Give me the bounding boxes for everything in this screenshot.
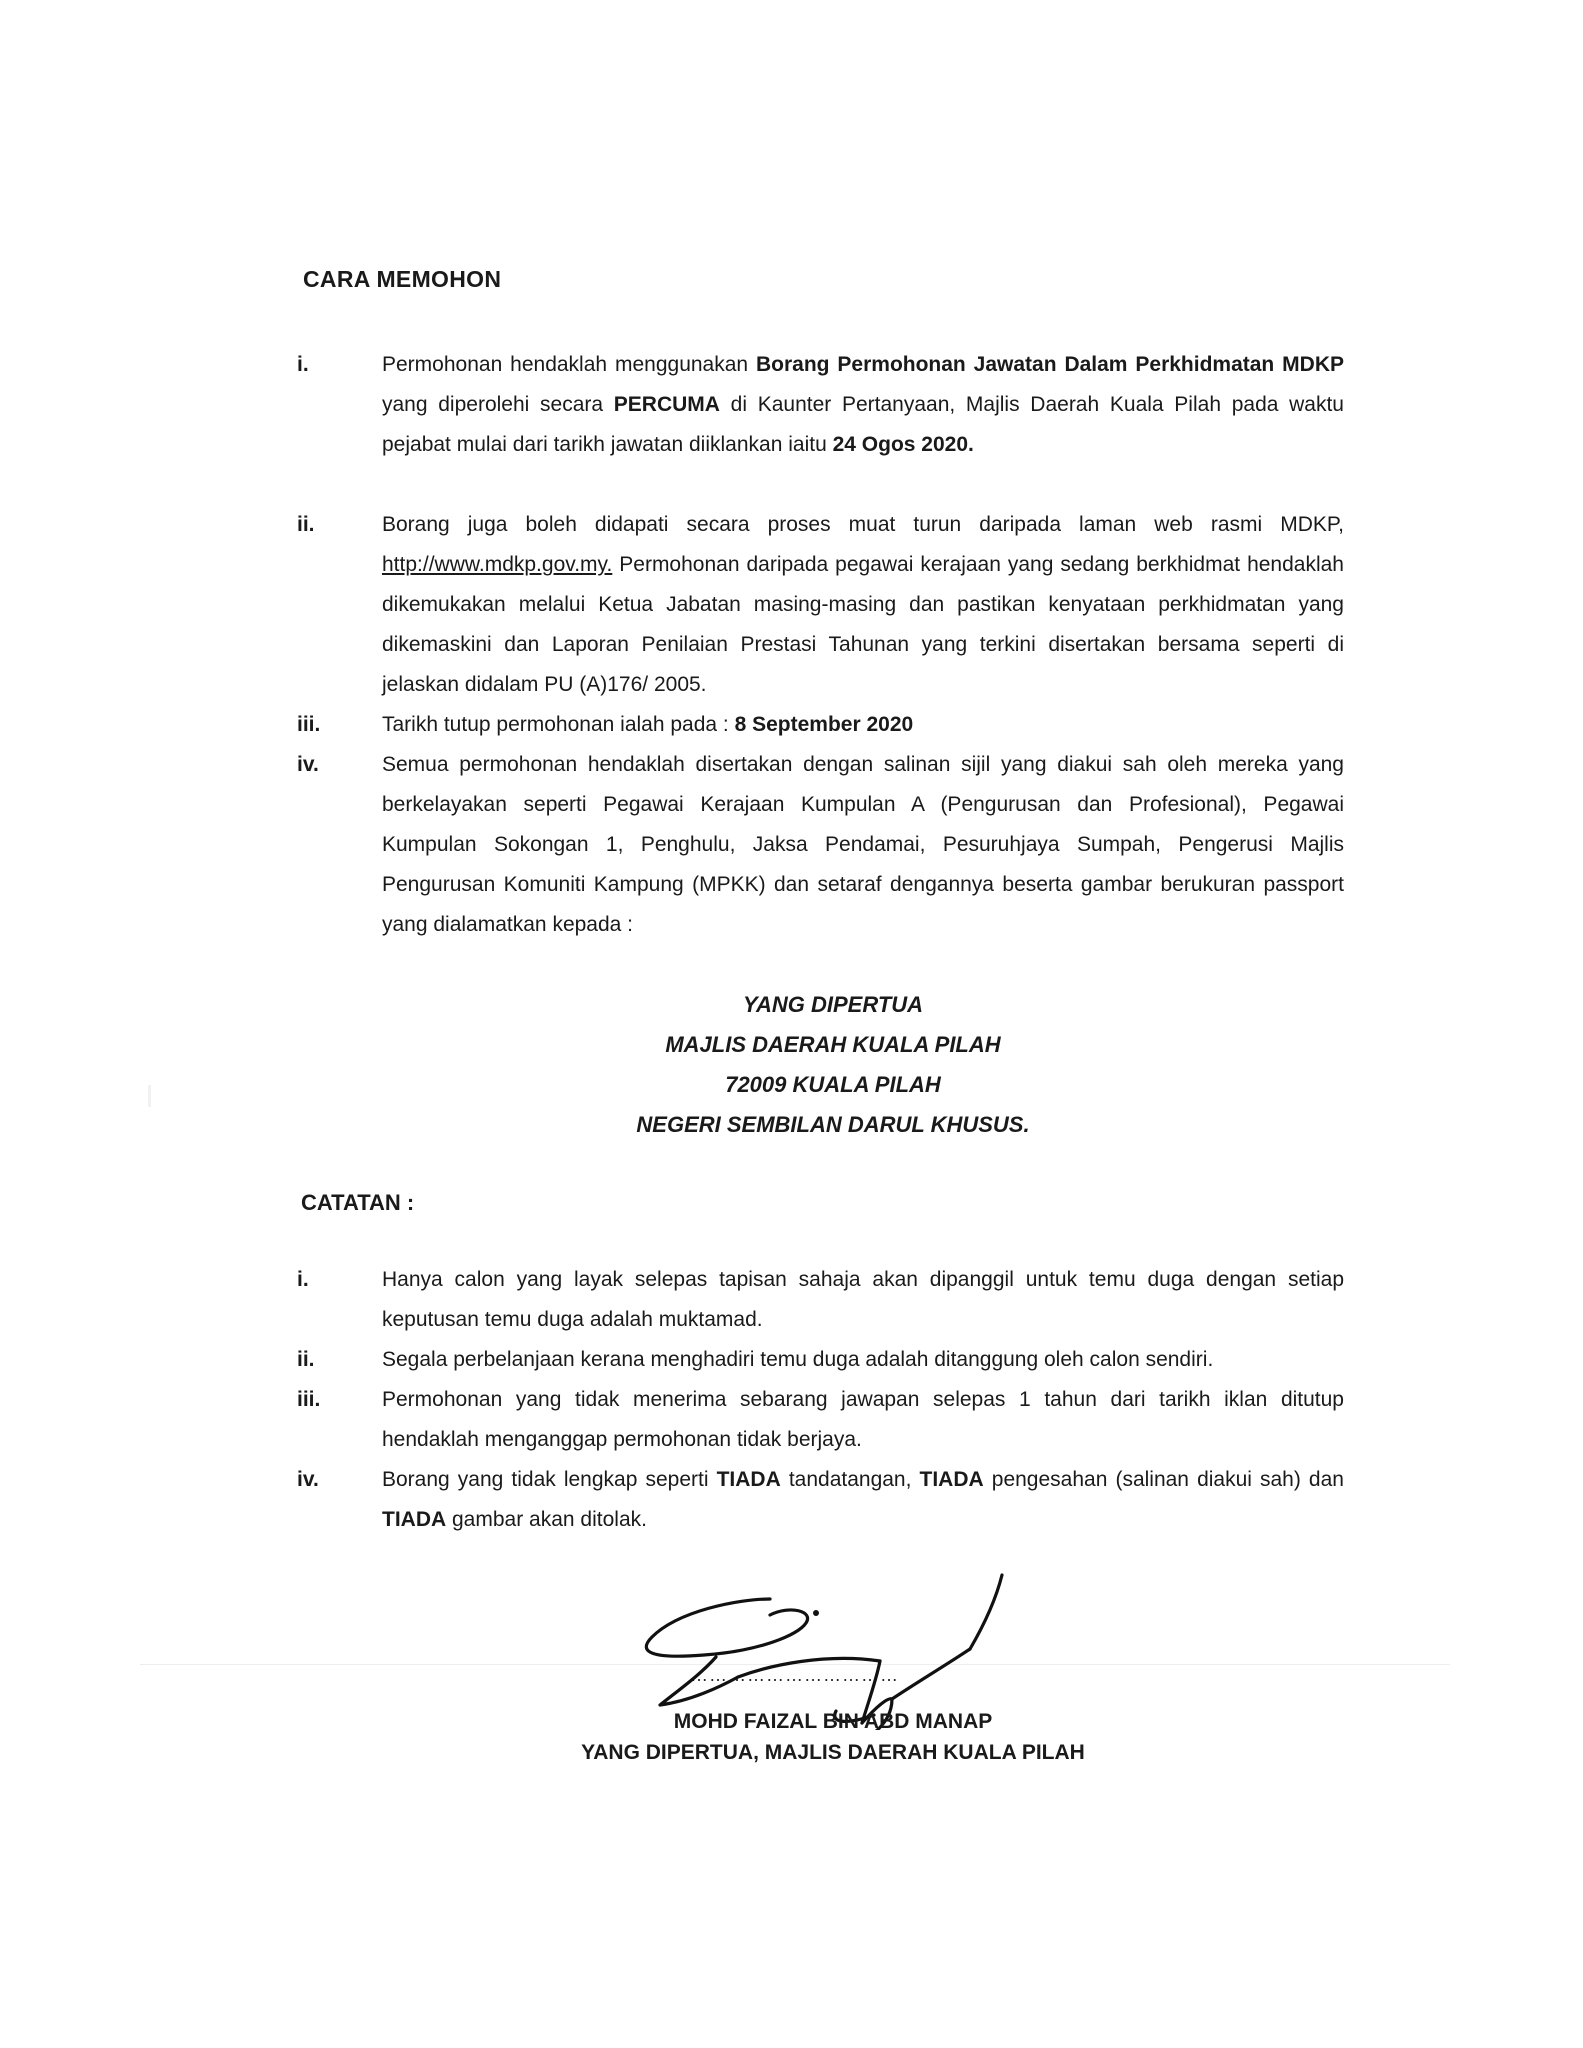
signatory-title: YANG DIPERTUA, MAJLIS DAERAH KUALA PILAH — [581, 1741, 1085, 1764]
address-line: NEGERI SEMBILAN DARUL KHUSUS. — [636, 1112, 1030, 1137]
text-run: yang diperolehi secara — [382, 393, 614, 416]
item-number: ii. — [297, 513, 315, 536]
item-number: iii. — [297, 713, 321, 736]
text-run: Permohonan hendaklah menggunakan — [382, 353, 756, 376]
address-line: 72009 KUALA PILAH — [725, 1072, 941, 1097]
item-text — [382, 745, 1344, 945]
text-run: Hanya calon yang layak selepas tapisan sahaja akan dipanggil untuk temu duga dengan setiap keputusan temu duga adalah muktamad. — [382, 1268, 1344, 1331]
text-run: gambar akan ditolak. — [446, 1508, 647, 1531]
text-run: Tarikh tutup permohonan ialah pada : — [382, 713, 735, 736]
item-text — [382, 1260, 1344, 1340]
text-run: Segala perbelanjaan kerana menghadiri temu duga adalah ditanggung oleh calon sendiri. — [382, 1348, 1214, 1371]
item-number: i. — [297, 1268, 309, 1291]
item-text — [382, 345, 1344, 465]
text-run: tandatangan, — [780, 1468, 920, 1491]
item-number: i. — [297, 353, 309, 376]
text-run: Semua permohonan hendaklah disertakan dengan salinan sijil yang diakui sah oleh mereka yang berkelayakan seperti Pegawai Kerajaan Kumpulan A (Pengurusan dan Profesional), Pegawai Kumpulan Sokongan 1, Penghulu, Jaksa Pendamai, Pesuruhjaya Sumpah, Pengerusi Majlis Pengurusan Komuniti Kampung (MPKK) dan setaraf dengannya beserta gambar berukuran passport yang dialamatkan kepada : — [382, 753, 1344, 936]
bold-text: TIADA — [382, 1508, 447, 1531]
website-link[interactable]: http://www.mdkp.gov.my. — [382, 553, 613, 576]
bold-text: 24 Ogos 2020. — [832, 433, 974, 456]
mailing-address — [383, 985, 1283, 1145]
catatan-heading: CATATAN : — [301, 1190, 415, 1215]
bold-text: TIADA — [919, 1468, 984, 1491]
item-text — [382, 1380, 1344, 1460]
item-number: iii. — [297, 1388, 321, 1411]
item-text — [382, 1340, 1344, 1380]
text-run: pengesahan (salinan diakui sah) dan — [983, 1468, 1344, 1491]
item-number: iv. — [297, 1468, 319, 1491]
text-run: Borang juga boleh didapati secara proses muat turun daripada laman web rasmi MDKP, — [382, 513, 1344, 536]
text-run: Permohonan daripada pegawai kerajaan yang sedang berkhidmat hendaklah dikemukakan melalui Ketua Jabatan masing-masing dan pastikan kenyataan perkhidmatan yang dikemaskini dan Laporan Penilaian Prestasi Tahunan yang terkini disertakan bersama seperti di jelaskan didalam PU (A)176/ 2005. — [382, 553, 1344, 696]
item-number: iv. — [297, 753, 319, 776]
signature-dot — [813, 1610, 819, 1616]
text-run: di Kaunter Pertanyaan, Majlis Daerah Kuala Pilah pada waktu pejabat mulai dari tarikh jawatan diiklankan iaitu — [382, 393, 1344, 456]
bold-text: PERCUMA — [613, 393, 720, 416]
item-number: ii. — [297, 1348, 315, 1371]
bold-text: Borang Permohonan Jawatan Dalam Perkhidmatan MDKP — [756, 353, 1344, 376]
item-text — [382, 505, 1344, 705]
address-line: YANG DIPERTUA — [742, 992, 924, 1017]
item-text — [382, 1460, 1344, 1540]
scan-artifact — [148, 1085, 151, 1107]
bold-text: 8 September 2020 — [734, 713, 914, 736]
bold-text: TIADA — [716, 1468, 781, 1491]
signatory-name: MOHD FAIZAL BIN ABD MANAP — [673, 1710, 993, 1733]
item-text — [382, 705, 1344, 745]
text-run: Borang yang tidak lengkap seperti — [382, 1468, 717, 1491]
address-line: MAJLIS DAERAH KUALA PILAH — [665, 1032, 1001, 1057]
text-run: Permohonan yang tidak menerima sebarang jawapan selepas 1 tahun dari tarikh iklan ditutup hendaklah menganggap permohonan tidak berjaya. — [382, 1388, 1344, 1451]
cara-memohon-heading: CARA MEMOHON — [303, 266, 502, 292]
handwritten-signature — [630, 1565, 1070, 1730]
signature-dotted-line: …………………………… — [690, 1665, 899, 1685]
